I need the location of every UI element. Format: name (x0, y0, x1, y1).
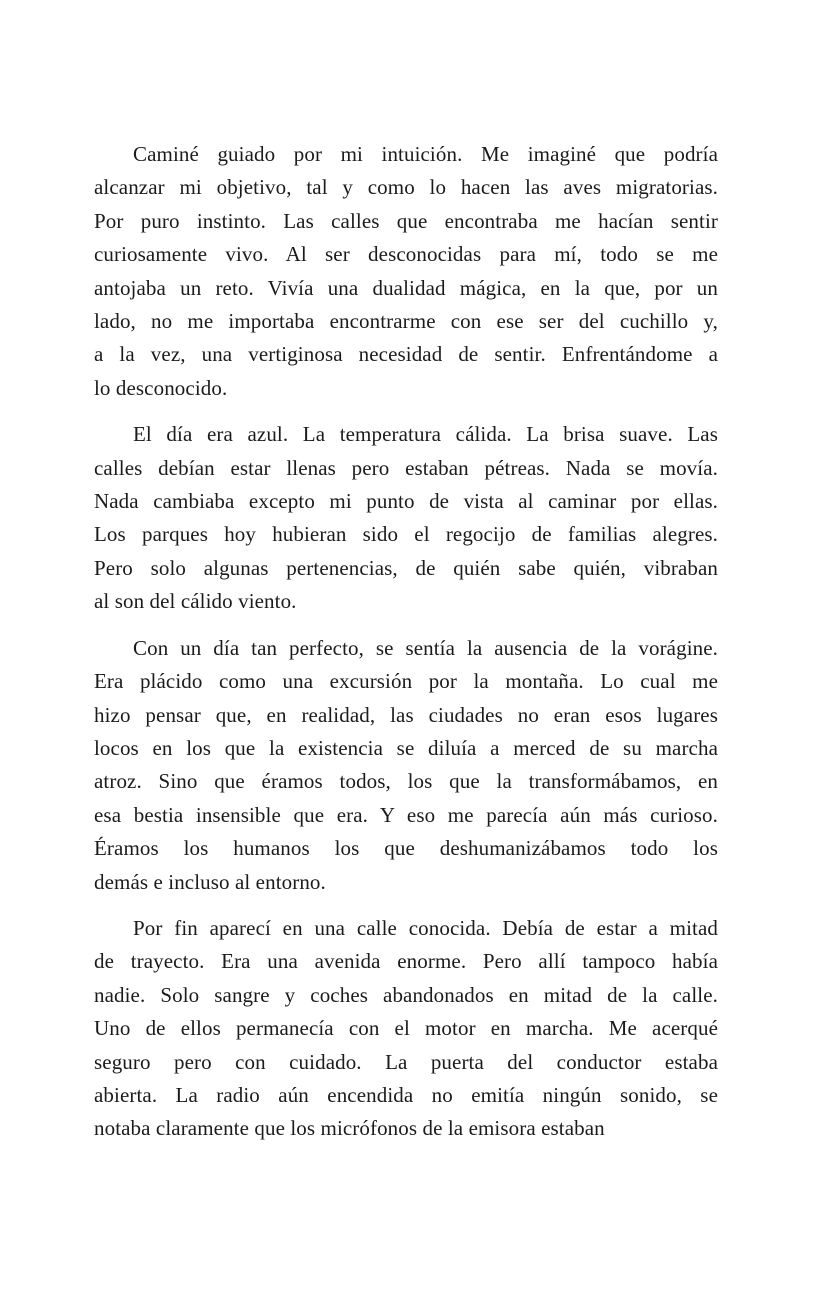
text-line: notaba claramente que los micrófonos de la emisora estaban (94, 1116, 605, 1141)
text-line: Por puro instinto. Las calles que encontraba me hacían sentir (94, 208, 718, 233)
text-line: esa bestia insensible que era. Y eso me parecía aún más curioso. (94, 802, 718, 827)
text-line: curiosamente vivo. Al ser desconocidas para mí, todo se me (94, 242, 718, 267)
text-line: locos en los que la existencia se diluía a merced de su marcha (94, 735, 718, 760)
text-line: calles debían estar llenas pero estaban pétreas. Nada se movía. (94, 455, 718, 480)
text-line: a la vez, una vertiginosa necesidad de sentir. Enfrentándome a (94, 342, 718, 367)
text-line: El día era azul. La temperatura cálida. La brisa suave. Las (133, 422, 718, 447)
text-line: lo desconocido. (94, 375, 228, 400)
text-line: lado, no me importaba encontrarme con ese ser del cuchillo y, (94, 309, 718, 334)
text-line: Nada cambiaba excepto mi punto de vista al caminar por ellas. (94, 489, 718, 514)
text-line: alcanzar mi objetivo, tal y como lo hacen las aves migratorias. (94, 175, 718, 200)
paragraph (94, 418, 718, 618)
text-line: atroz. Sino que éramos todos, los que la transformábamos, en (94, 769, 718, 794)
paragraph (94, 138, 718, 405)
text-line: de trayecto. Era una avenida enorme. Pero allí tampoco había (94, 949, 718, 974)
text-line: Pero solo algunas pertenencias, de quién sabe quién, vibraban (94, 555, 718, 580)
text-line: Por fin aparecí en una calle conocida. Debía de estar a mitad (133, 915, 718, 940)
paragraph (94, 912, 718, 1146)
text-line: Con un día tan perfecto, se sentía la ausencia de la vorágine. (133, 635, 718, 660)
paragraph (94, 632, 718, 899)
text-line: Era plácido como una excursión por la montaña. Lo cual me (94, 669, 718, 694)
text-line: Éramos los humanos los que deshumanizábamos todo los (94, 836, 718, 861)
text-line: hizo pensar que, en realidad, las ciudades no eran esos lugares (94, 702, 718, 727)
text-line: Uno de ellos permanecía con el motor en marcha. Me acerqué (94, 1016, 718, 1041)
text-line: nadie. Solo sangre y coches abandonados en mitad de la calle. (94, 982, 718, 1007)
text-line: al son del cálido viento. (94, 589, 297, 614)
text-line: abierta. La radio aún encendida no emitía ningún sonido, se (94, 1082, 718, 1107)
text-line: antojaba un reto. Vivía una dualidad mágica, en la que, por un (94, 275, 718, 300)
text-block (94, 138, 718, 1146)
text-line: seguro pero con cuidado. La puerta del conductor estaba (94, 1049, 718, 1074)
text-line: Caminé guiado por mi intuición. Me imaginé que podría (133, 142, 718, 166)
text-line: Los parques hoy hubieran sido el regocijo de familias alegres. (94, 522, 718, 547)
text-line: demás e incluso al entorno. (94, 869, 326, 894)
